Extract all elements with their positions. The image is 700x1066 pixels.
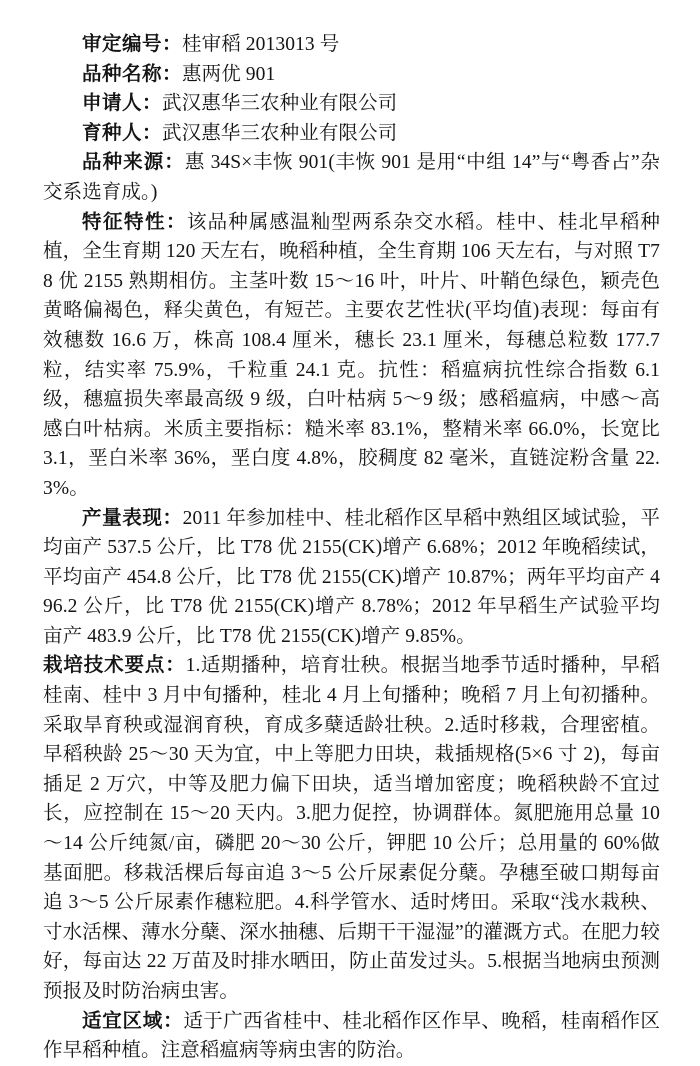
field-variety-origin-label: 品种来源： xyxy=(82,152,185,174)
field-variety-origin xyxy=(43,148,660,207)
section-yield-performance-label: 产量表现： xyxy=(82,507,183,529)
field-applicant-label: 申请人： xyxy=(82,93,163,115)
document-body xyxy=(43,30,660,1066)
section-cultivation-techniques-text: 1.适期播种，培育壮秧。根据当地季节适时播种，早稻桂南、桂中 3 月中旬播种，桂北 4 月上旬播种；晚稻 7 月上旬初播种。采取旱育秧或湿润育秧，育成多蘖适龄壮秧。2.适时移栽，合理密植。早稻秧龄 25～30 天为宜，中上等肥力田块，栽插规格(5×6 寸 2)，每亩插足 2 万穴，中等及肥力偏下田块，适当增加密度；晚稻秧龄不宜过长，应控制在 15～20 天内。3.肥力促控，协调群体。氮肥施用总量 10～14 公斤纯氮/亩，磷肥 20～30 公斤，钾肥 10 公斤；总用量的 60%做基面肥。移栽活棵后每亩追 3～5 公斤尿素促分蘖。孕穗至破口期每亩追 3～5 公斤尿素作穗粒肥。4.科学管水、适时烤田。采取“浅水栽秧、寸水活棵、薄水分蘖、深水抽穗、后期干干湿湿”的灌溉方式。在肥力较好，每亩达 22 万苗及时排水晒田，防止苗发过头。5.根据当地病虫预测预报及时防治病虫害。 xyxy=(43,655,660,1002)
field-applicant xyxy=(43,89,660,119)
section-characteristics-text: 该品种属感温籼型两系杂交水稻。桂中、桂北早稻种植，全生育期 120 天左右，晚稻种植，全生育期 106 天左右，与对照 T78 优 2155 熟期相仿。主茎叶数 15～16 叶，叶片、叶鞘色绿色，颖壳色黄略偏褐色，释尖黄色，有短芒。主要农艺性状(平均值)表现：每亩有效穗数 16.6 万，株高 108.4 厘米，穗长 23.1 厘米，每穗总粒数 177.7 粒，结实率 75.9%，千粒重 24.1 克。抗性：稻瘟病抗性综合指数 6.1 级，穗瘟损失率最高级 9 级，白叶枯病 5～9 级；感稻瘟病，中感～高感白叶枯病。米质主要指标：糙米率 83.1%，整精米率 66.0%，长宽比 3.1，垩白米率 36%，垩白度 4.8%，胶稠度 82 毫米，直链淀粉含量 22.3%。 xyxy=(43,211,660,499)
field-breeder-value: 武汉惠华三农种业有限公司 xyxy=(162,122,398,144)
section-suitable-region-label: 适宜区域： xyxy=(82,1010,184,1032)
field-approval-number-label: 审定编号： xyxy=(82,34,183,55)
field-variety-name-label: 品种名称： xyxy=(82,63,183,85)
field-approval-number-value: 桂审稻 2013013 号 xyxy=(182,34,340,55)
field-approval-number xyxy=(43,30,660,60)
field-variety-name-value: 惠两优 901 xyxy=(182,63,276,85)
section-suitable-region xyxy=(43,1007,660,1066)
section-cultivation-techniques xyxy=(43,651,660,1006)
section-characteristics-label: 特征特性： xyxy=(82,211,188,233)
field-variety-name xyxy=(43,60,660,90)
section-cultivation-techniques-label: 栽培技术要点： xyxy=(43,655,186,677)
field-breeder-label: 育种人： xyxy=(82,122,163,144)
field-breeder xyxy=(43,119,660,149)
field-variety-origin-value: 惠 34S×丰恢 901(丰恢 901 是用“中组 14”与“粤香占”杂交系选育成。) xyxy=(43,152,660,203)
section-characteristics xyxy=(43,208,660,504)
section-suitable-region-text: 适于广西省桂中、桂北稻作区作早、晚稻，桂南稻作区作早稻种植。注意稻瘟病等病虫害的防治。 xyxy=(43,1010,660,1062)
field-applicant-value: 武汉惠华三农种业有限公司 xyxy=(162,93,398,115)
section-yield-performance xyxy=(43,504,660,652)
section-yield-performance-text: 2011 年参加桂中、桂北稻作区早稻中熟组区域试验，平均亩产 537.5 公斤，比 T78 优 2155(CK)增产 6.68%；2012 年晚稻续试，平均亩产 454.8 公斤，比 T78 优 2155(CK)增产 10.87%；两年平均亩产 496.2 公斤，比 T78 优 2155(CK)增产 8.78%；2012 年早稻生产试验平均亩产 483.9 公斤，比 T78 优 2155(CK)增产 9.85%。 xyxy=(43,507,660,647)
